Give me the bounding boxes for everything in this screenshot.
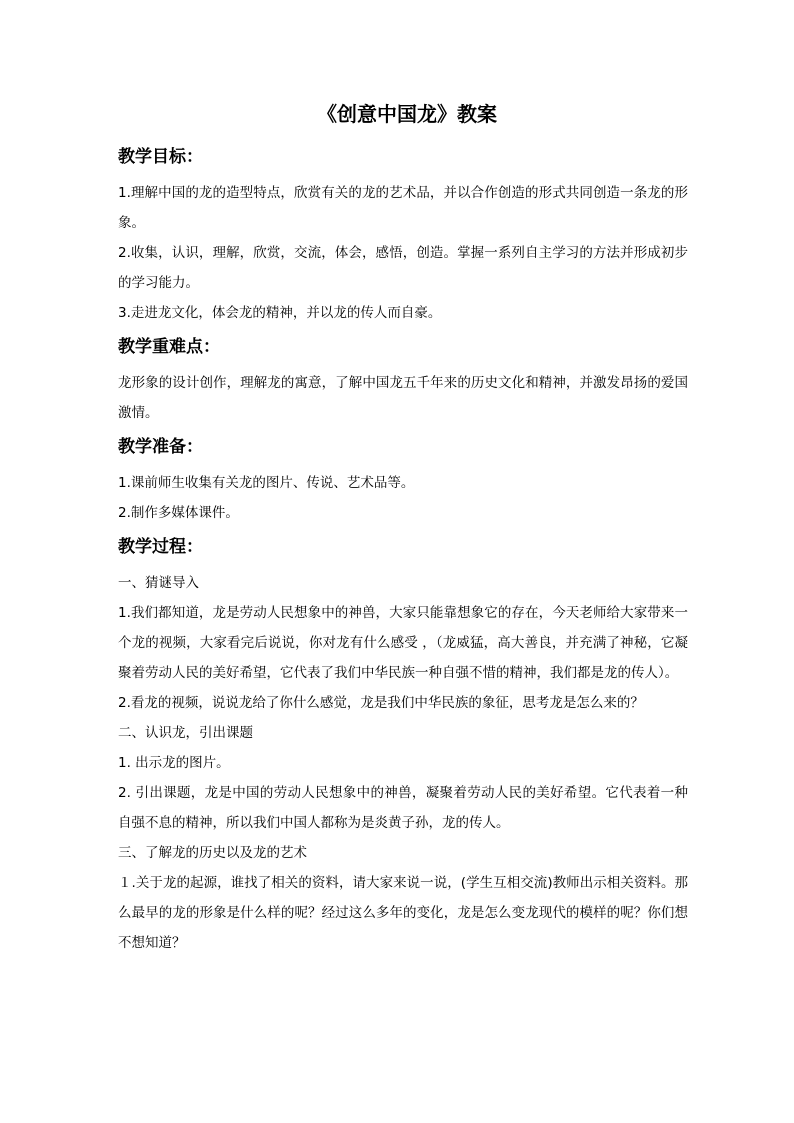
- process-step-1-item-2: 2.看龙的视频，说说龙给了你什么感觉，龙是我们中华民族的象征，思考龙是怎么来的？: [118, 695, 644, 711]
- document-page: [118, 96, 688, 958]
- key-points-text: 龙形象的设计创作，理解龙的寓意，了解中国龙五千年来的历史文化和精神，并激发昂扬的爱国激情。: [118, 375, 688, 421]
- heading-process: 教学过程：: [118, 537, 203, 557]
- process-step-3-item-1: １.关于龙的起源，谁找了相关的资料，请大家来说一说，(学生互相交流)教师出示相关资料。那么最早的龙的形象是什么样的呢？经过这么多年的变化，龙是怎么变龙现代的模样的呢？你们想不想知道？: [118, 875, 688, 951]
- heading-key-points: 教学重难点：: [118, 337, 220, 357]
- process-step-1-title: 一、猜谜导入: [118, 575, 199, 591]
- goal-item-1: 1.理解中国的龙的造型特点，欣赏有关的龙的艺术品，并以合作创造的形式共同创造一条龙的形象。: [118, 185, 688, 231]
- heading-preparation: 教学准备：: [118, 437, 203, 457]
- goal-item-2: 2.收集，认识，理解，欣赏，交流，体会，感悟，创造。掌握一系列自主学习的方法并形成初步的学习能力。: [118, 245, 688, 291]
- goal-item-3: 3.走进龙文化，体会龙的精神，并以龙的传人而自豪。: [118, 305, 442, 321]
- process-step-2-title: 二、认识龙，引出课题: [118, 725, 253, 741]
- heading-teaching-goals: 教学目标：: [118, 147, 203, 167]
- process-step-3-title: 三、了解龙的历史以及龙的艺术: [118, 845, 307, 861]
- process-step-2-item-1: 1. 出示龙的图片。: [118, 755, 230, 771]
- process-step-1-item-1: 1.我们都知道，龙是劳动人民想象中的神兽，大家只能靠想象它的存在，今天老师给大家带来一个龙的视频，大家看完后说说，你对龙有什么感受 ，（龙威猛，高大善良，并充满了神秘，它凝聚着劳动人民的美好希望，它代表了我们中华民族一种自强不惜的精神，我们都是龙的传人）。: [118, 605, 688, 681]
- preparation-item-2: 2.制作多媒体课件。: [118, 505, 239, 521]
- preparation-item-1: 1.课前师生收集有关龙的图片、传说、艺术品等。: [118, 475, 415, 491]
- process-step-2-item-2: 2. 引出课题，龙是中国的劳动人民想象中的神兽，凝聚着劳动人民的美好希望。它代表着一种自强不息的精神，所以我们中国人都称为是炎黄子孙，龙的传人。: [118, 785, 688, 831]
- document-title: 《创意中国龙》教案: [317, 102, 497, 126]
